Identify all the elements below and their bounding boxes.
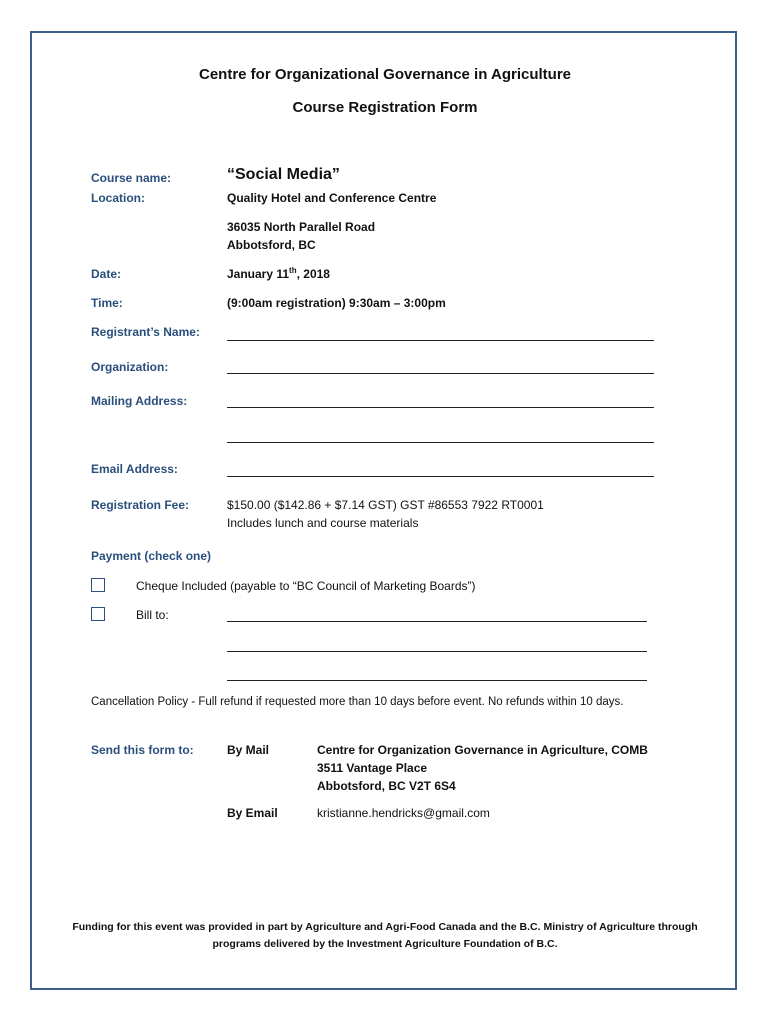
mailing-address-label: Mailing Address: xyxy=(91,394,188,408)
cancellation-policy: Cancellation Policy - Full refund if requested more than 10 days before event. No refunds within 10 days. xyxy=(91,696,624,708)
bill-to-field-2[interactable] xyxy=(227,651,647,652)
bill-to-field-3[interactable] xyxy=(227,680,647,681)
form-subtitle: Course Registration Form xyxy=(292,99,478,116)
time-value: (9:00am registration) 9:30am – 3:00pm xyxy=(227,296,446,310)
organization-field[interactable] xyxy=(227,373,654,374)
by-email-label: By Email xyxy=(227,806,278,820)
bill-to-field-1[interactable] xyxy=(227,621,647,622)
mail-address-line-2: 3511 Vantage Place xyxy=(317,761,428,775)
form-org-title: Centre for Organizational Governance in Agriculture xyxy=(198,66,571,83)
email-address-label: Email Address: xyxy=(91,462,178,476)
organization-label: Organization: xyxy=(91,360,169,374)
location-label: Location: xyxy=(91,191,145,205)
date-value: January 11th, 2018 xyxy=(227,266,330,281)
course-name-value: “Social Media” xyxy=(227,166,340,183)
mailing-address-field-2[interactable] xyxy=(227,442,654,443)
registration-fee-includes: Includes lunch and course materials xyxy=(227,516,419,530)
date-label: Date: xyxy=(91,267,122,281)
bill-to-option-label: Bill to: xyxy=(136,608,169,622)
payment-label: Payment (check one) xyxy=(91,549,212,563)
funding-footer: Funding for this event was provided in part by Agriculture and Agri-Food Canada and the B.C. Ministry of Agriculture through programs delivered by the Investment Agriculture Foundation of B.C. xyxy=(72,921,698,950)
email-address-field[interactable] xyxy=(227,476,654,477)
registrant-name-field[interactable] xyxy=(227,340,654,341)
registration-fee-label: Registration Fee: xyxy=(91,498,190,512)
cheque-checkbox[interactable] xyxy=(91,578,105,592)
registrant-name-label: Registrant’s Name: xyxy=(91,325,200,339)
time-label: Time: xyxy=(91,296,123,310)
send-form-label: Send this form to: xyxy=(91,743,194,757)
contact-email[interactable]: kristianne.hendricks@gmail.com xyxy=(317,806,490,820)
location-line-3: Abbotsford, BC xyxy=(227,238,316,252)
bill-to-checkbox[interactable] xyxy=(91,607,105,621)
location-line-1: Quality Hotel and Conference Centre xyxy=(227,191,437,205)
cheque-option-label: Cheque Included (payable to “BC Council of Marketing Boards”) xyxy=(136,579,476,593)
registration-fee-value: $150.00 ($142.86 + $7.14 GST) GST #86553 7922 RT0001 xyxy=(227,498,544,512)
mail-address-line-1: Centre for Organization Governance in Agriculture, COMB xyxy=(317,743,648,757)
by-mail-label: By Mail xyxy=(227,743,270,757)
mailing-address-field-1[interactable] xyxy=(227,407,654,408)
course-name-label: Course name: xyxy=(91,171,172,185)
mail-address-line-3: Abbotsford, BC V2T 6S4 xyxy=(317,779,456,793)
location-line-2: 36035 North Parallel Road xyxy=(227,220,376,234)
